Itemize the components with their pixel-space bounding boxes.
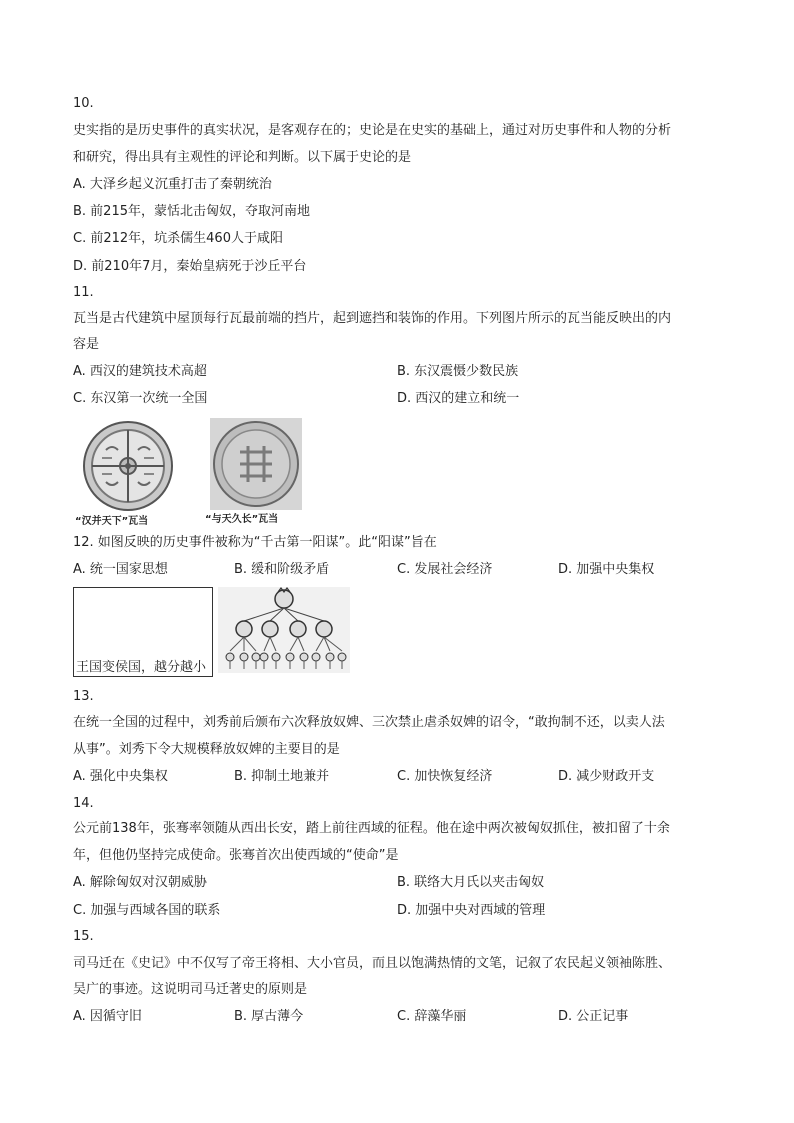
- q14-stem-line2: 年，但他仍坚持完成使命。张骞首次出使西域的“使命”是: [73, 848, 399, 863]
- q14-number: 14.: [73, 796, 94, 811]
- q13-option-c: C. 加快恢复经济: [397, 769, 493, 784]
- q14-option-a: A. 解除匈奴对汉朝威胁: [73, 875, 207, 890]
- q15-stem-line1: 司马迁在《史记》中不仅写了帝王将相、大小官员，而且以饱满热情的文笔，记叙了农民起义领袖陈胜、: [73, 956, 672, 971]
- q14-stem-line1: 公元前138年，张骞率领随从西出长安，踏上前往西域的征程。他在途中两次被匈奴抓住，被扣留了十余: [73, 821, 670, 836]
- q13-option-a: A. 强化中央集权: [73, 769, 168, 784]
- q10-number: 10.: [73, 96, 94, 111]
- q15-option-a: A. 因循守旧: [73, 1009, 142, 1024]
- q12-caption-box: [73, 587, 213, 677]
- q15-option-b: B. 厚古薄今: [234, 1009, 304, 1024]
- tile-caption-yu-tian: “与天久长”瓦当: [205, 514, 279, 525]
- q12-option-a: A. 统一国家思想: [73, 562, 168, 577]
- q13-option-b: B. 抑制土地兼并: [234, 769, 330, 784]
- q10-option-d: D. 前210年7月，秦始皇病死于沙丘平台: [73, 259, 307, 274]
- q13-stem-line2: 从事”。刘秀下令大规模释放奴婢的主要目的是: [73, 742, 340, 757]
- q12-option-c: C. 发展社会经济: [397, 562, 493, 577]
- q13-number: 13.: [73, 689, 94, 704]
- q11-option-b: B. 东汉震慑少数民族: [397, 364, 519, 379]
- q14-option-c: C. 加强与西域各国的联系: [73, 903, 221, 918]
- q11-stem-line2: 容是: [73, 337, 100, 352]
- q11-number: 11.: [73, 285, 94, 300]
- tile-caption-han: “汉并天下”瓦当: [75, 516, 149, 527]
- q12-stem: 12. 如图反映的历史事件被称为“千古第一阳谋”。此“阳谋”旨在: [73, 535, 437, 550]
- roof-tile-yu-tian-icon: [210, 418, 302, 510]
- q14-option-d: D. 加强中央对西域的管理: [397, 903, 546, 918]
- q11-option-d: D. 西汉的建立和统一: [397, 391, 520, 406]
- q10-stem-line1: 史实指的是历史事件的真实状况，是客观存在的；史论是在史实的基础上，通过对历史事件和人物的分析: [73, 123, 672, 138]
- roof-tile-han-icon: [78, 420, 178, 512]
- q10-option-b: B. 前215年，蒙恬北击匈奴，夺取河南地: [73, 204, 310, 219]
- q15-option-c: C. 辞藻华丽: [397, 1009, 467, 1024]
- q10-stem-line2: 和研究，得出具有主观性的评论和判断。以下属于史论的是: [73, 150, 412, 165]
- q15-option-d: D. 公正记事: [558, 1009, 629, 1024]
- q11-option-c: C. 东汉第一次统一全国: [73, 391, 208, 406]
- q15-number: 15.: [73, 929, 94, 944]
- hierarchy-division-icon: [218, 587, 350, 673]
- q12-option-b: B. 缓和阶级矛盾: [234, 562, 330, 577]
- q11-option-a: A. 西汉的建筑技术高超: [73, 364, 207, 379]
- q14-option-b: B. 联络大月氏以夹击匈奴: [397, 875, 545, 890]
- q11-stem-line1: 瓦当是古代建筑中屋顶每行瓦最前端的挡片，起到遮挡和装饰的作用。下列图片所示的瓦当能反映出的内: [73, 311, 672, 326]
- q12-option-d: D. 加强中央集权: [558, 562, 655, 577]
- q13-option-d: D. 减少财政开支: [558, 769, 655, 784]
- q10-option-a: A. 大泽乡起义沉重打击了秦朝统治: [73, 177, 272, 192]
- q12-box-text: 王国变侯国，越分越小: [76, 660, 207, 675]
- q13-stem-line1: 在统一全国的过程中，刘秀前后颁布六次释放奴婢、三次禁止虐杀奴婢的诏令，“敢拘制不还，以卖人法: [73, 715, 665, 730]
- q10-option-c: C. 前212年，坑杀儒生460人于咸阳: [73, 231, 283, 246]
- q15-stem-line2: 吴广的事迹。这说明司马迁著史的原则是: [73, 982, 308, 997]
